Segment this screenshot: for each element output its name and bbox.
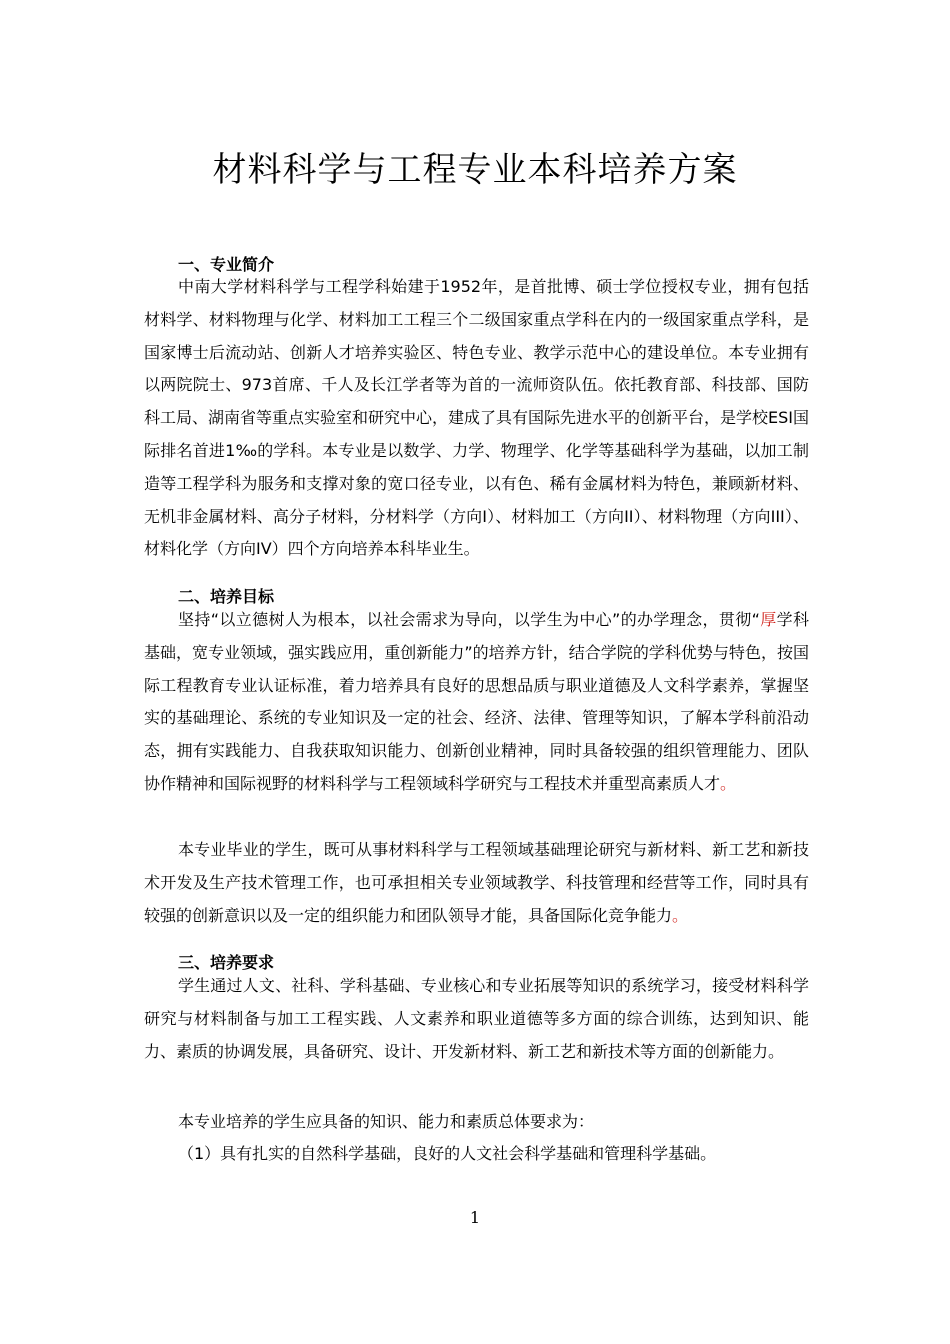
objectives-text-rest: 学科基础，宽专业领域，强实践应用，重创新能力”的培养方针，结合学院的学科优势与特色，按国际工程教育专业认证标准，着力培养具有良好的思想品质与职业道德及人文科学素养，掌握坚实的基础理论、系统的专业知识及一定的社会、经济、法律、管理等知识，了解本学科前沿动态，拥有实践能力、自我获取知识能力、创新创业精神，同时具备较强的组织管理能力、团队协作精神和国际视野的材料科学与工程领域科学研究与工程技术并重型高素质人才: [144, 610, 809, 793]
requirements-paragraph: 学生通过人文、社科、学科基础、专业核心和专业拓展等知识的系统学习，接受材料科学研究与材料制备与加工工程实践、人文素养和职业道德等多方面的综合训练，达到知识、能力、素质的协调发展，具备研究、设计、开发新材料、新工艺和新技术等方面的创新能力。: [144, 976, 809, 1061]
objectives-text-start: 坚持“以立德树人为根本，以社会需求为导向，以学生为中心”的办学理念，贯彻“: [178, 610, 760, 629]
highlighted-character: 厚: [759, 610, 777, 629]
page-number: 1: [469, 1208, 481, 1227]
section-heading-objectives: 二、培养目标: [178, 587, 275, 606]
highlighted-period-2: 。: [672, 905, 689, 925]
requirement-item-1: （1）具有扎实的自然科学基础，良好的人文社会科学基础和管理科学基础。: [178, 1144, 717, 1163]
objectives-text-2: 本专业毕业的学生，既可从事材料科学与工程领域基础理论研究与新材料、新工艺和新技术开发及生产技术管理工作，也可承担相关专业领域教学、科技管理和经营等工作，同时具有较强的创新意识以及一定的组织能力和团队领导才能，具备国际化竞争能力: [144, 840, 809, 925]
document-title: 材料科学与工程专业本科培养方案: [212, 150, 738, 190]
section-heading-requirements: 三、培养要求: [178, 953, 275, 972]
objectives-paragraph-2: [144, 834, 809, 932]
highlighted-period: 。: [720, 773, 737, 793]
intro-paragraph: 中南大学材料科学与工程学科始建于1952年，是首批博、硕士学位授权专业，拥有包括材料学、材料物理与化学、材料加工工程三个二级国家重点学科在内的一级国家重点学科，是国家博士后流动站、创新人才培养实验区、特色专业、教学示范中心的建设单位。本专业拥有以两院院士、973首席、千人及长江学者等为首的一流师资队伍。依托教育部、科技部、国防科工局、湖南省等重点实验室和研究中心，建成了具有国际先进水平的创新平台，是学校ESI国际排名首进1‰的学科。本专业是以数学、力学、物理学、化学等基础科学为基础，以加工制造等工程学科为服务和支撑对象的宽口径专业，以有色、稀有金属材料为特色，兼顾新材料、无机非金属材料、高分子材料，分材料学（方向I）、材料加工（方向II）、材料物理（方向III）、材料化学（方向IV）四个方向培养本科毕业生。: [144, 277, 809, 559]
section-heading-intro: 一、专业简介: [178, 255, 275, 274]
requirements-intro-line: 本专业培养的学生应具备的知识、能力和素质总体要求为：: [178, 1112, 595, 1131]
objectives-paragraph-1: [144, 604, 809, 801]
